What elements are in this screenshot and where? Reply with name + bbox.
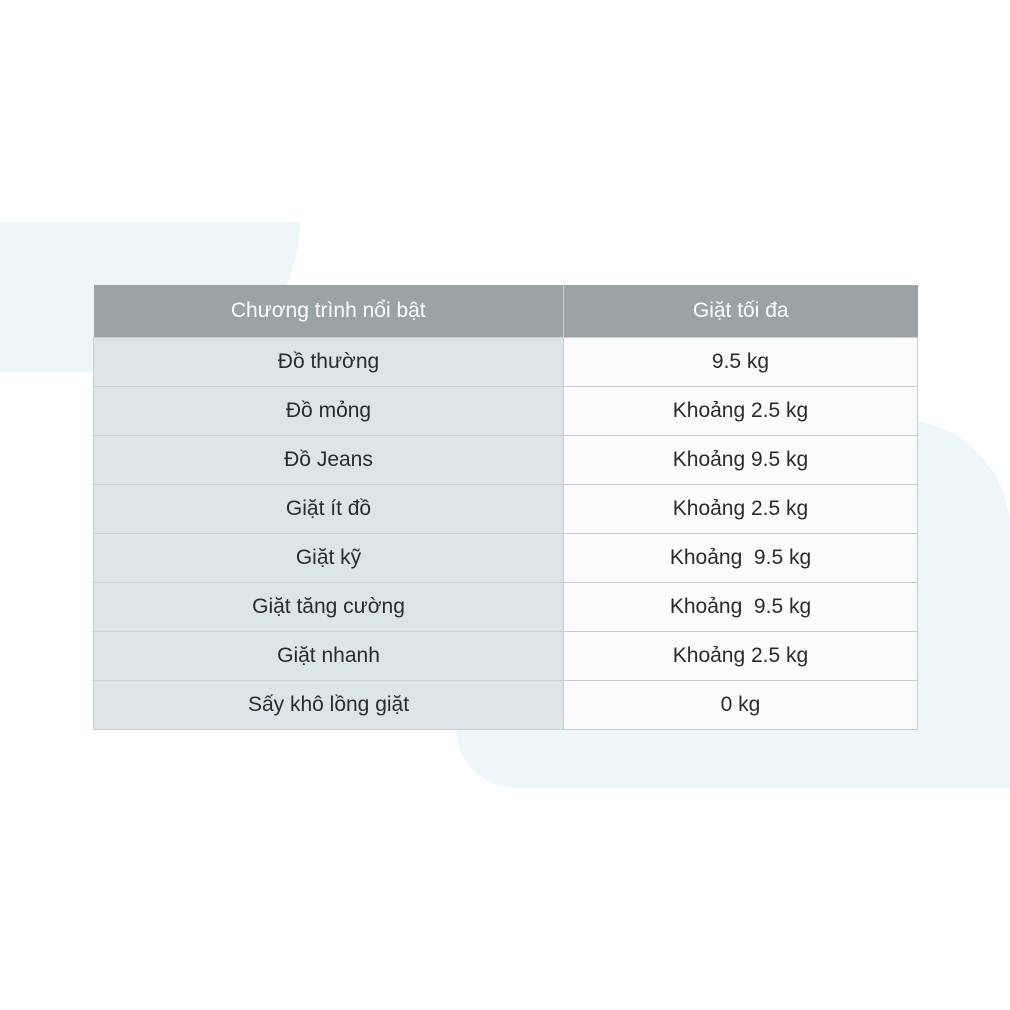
- program-name: Đồ Jeans: [94, 436, 564, 485]
- max-load-value: Khoảng 2.5 kg: [564, 632, 918, 681]
- max-load-value: 9.5 kg: [564, 338, 918, 387]
- table-row: [94, 681, 918, 730]
- max-load-value: Khoảng 9.5 kg: [564, 534, 918, 583]
- program-name: Giặt ít đồ: [94, 485, 564, 534]
- table-row: [94, 338, 918, 387]
- table-row: [94, 534, 918, 583]
- max-load-value: 0 kg: [564, 681, 918, 730]
- program-name: Giặt tăng cường: [94, 583, 564, 632]
- table-row: [94, 485, 918, 534]
- program-name: Đồ mỏng: [94, 387, 564, 436]
- table-row: [94, 387, 918, 436]
- max-load-value: Khoảng 2.5 kg: [564, 485, 918, 534]
- table-row: [94, 632, 918, 681]
- max-load-value: Khoảng 9.5 kg: [564, 583, 918, 632]
- table-row: [94, 583, 918, 632]
- program-name: Sấy khô lồng giặt: [94, 681, 564, 730]
- program-name: Đồ thường: [94, 338, 564, 387]
- program-name: Giặt nhanh: [94, 632, 564, 681]
- table-header-row: [94, 285, 918, 338]
- table-row: [94, 436, 918, 485]
- header-max-load: Giặt tối đa: [564, 285, 918, 338]
- header-program: Chương trình nổi bật: [94, 285, 564, 338]
- program-table: [93, 285, 918, 730]
- program-name: Giặt kỹ: [94, 534, 564, 583]
- max-load-value: Khoảng 2.5 kg: [564, 387, 918, 436]
- max-load-value: Khoảng 9.5 kg: [564, 436, 918, 485]
